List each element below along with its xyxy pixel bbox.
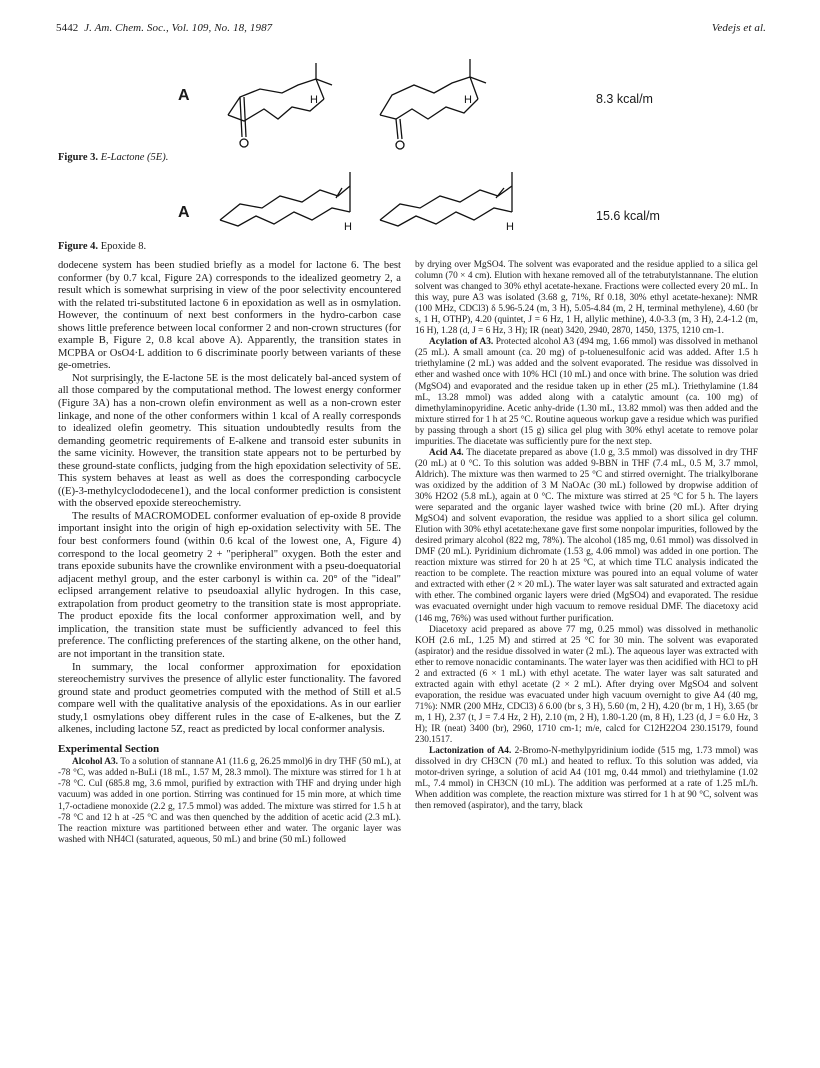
figure-4-conformer-right	[380, 172, 514, 233]
figure-4-structure	[210, 168, 530, 238]
figure-4-atom-h-1: H	[344, 221, 352, 233]
figure-3-structure	[220, 55, 520, 155]
figure-3-caption-prefix: Figure 3.	[58, 152, 99, 163]
right-paragraph-acylation	[415, 337, 758, 447]
paragraph-text: 2-Bromo-N-methylpyridinium iodide (515 mg, 1.73 mmol) was dissolved in dry CH3CN (70 mL) and heated to reflux. To this solution was added, via motor-driven syringe, a solution of acid A4 (101 mg, 0.44 mmol) and triethylamine (1.02 mL, 7.4 mmol) in CH3CN (10 mL). The addition was performed at a rate of 1.25 mL/h. When addition was complete, the reaction mixture was stirred for 1 h at 90 °C, solvent was then removed (aspirator), and the tarry, black	[415, 746, 758, 812]
figure-3-energy: 8.3 kcal/m	[596, 92, 653, 106]
right-paragraph-lactonization	[415, 746, 758, 812]
header-citation	[56, 22, 272, 34]
body-paragraph-4: In summary, the local conformer approximation for epoxidation stereochemistry survives the presence of allylic ester functionality. The favored ground state and product geometries computed with the method of Still et al.5 compare well with the qualitative analysis of the epoxidations. As in our earlier study,1 osmylations obey different rules in the case of E-alkenes, but the Z alkenes, including lactone 5Z, react as predicted by local conformer analysis.	[58, 661, 401, 736]
journal-name: J. Am. Chem. Soc.,	[84, 22, 169, 34]
figure-4-atom-h-2: H	[506, 221, 514, 233]
right-paragraph-acid-a4	[415, 448, 758, 625]
figure-3-conformer-left	[228, 63, 332, 147]
paragraph-text: To a solution of stannane A1 (11.6 g, 26.25 mmol)6 in dry THF (50 mL), at -78 °C, was added n-BuLi (18 mL, 1.57 M, 28.3 mmol). The mixture was stirred for 1 h at -78 °C. CuI (685.8 mg, 3.6 mmol, purified by extraction with THF and drying under high vacuum) was added in one portion. Stirring was continued for 15 min more, at which time 1,7-octadiene monoxide (2.2 g, 17.5 mmol) was added. The mixture was stirred for 1.5 h at -78 °C and 12 h at -25 °C and was then quenched by the addition of acetic acid (2.3 mL). The reaction mixture was partitioned between ether and water. The organic layer was washed with NH4Cl (saturated, aqueous, 50 mL) and brine (50 mL) followed	[58, 757, 401, 845]
run-in-title: Alcohol A3.	[72, 757, 118, 768]
run-in-title: Acid A4.	[429, 447, 464, 458]
right-column	[415, 260, 758, 812]
figure-4-caption	[58, 241, 146, 252]
left-column	[58, 260, 401, 846]
volume-issue: Vol. 109, No. 18, 1987	[171, 22, 273, 34]
figure-3-panel-label: A	[178, 87, 190, 104]
paragraph-text: The diacetate prepared as above (1.0 g, 3.5 mmol) was dissolved in dry THF (20 mL) at 0 °C. To this solution was added 9-BBN in THF (7.4 mL, 0.5 M, 3.7 mmol, Aldrich). The mixture was then warmed to 25 °C and stirred overnight. The trialkylborane was oxidized by the addition of 3 M NaOAc (30 mL) followed by dropwise addition of 30% H2O2 (5.8 mL), again at 0 °C. The mixture was stirred at 25 °C for 5 h. The layers were separated and the organic layer washed twice with brine (20 mL). After drying MgSO4) and solvent evaporation, the residue was applied to a short silica gel column. Elution with 30% ethyl acetate:hexane gave first some nonpolar impurities, followed by the desired primary alcohol (822 mg, 78%). The alcohol (185 mg, 0.61 mmol) was dissolved in DMF (20 mL). Pyridinium dichromate (1.53 g, 4.06 mmol) was added in one portion. The reaction mixture was stirred for 20 h at 25 °C, at which time TLC analysis indicated the reaction to be complete. The reaction mixture was poured into an equal volume of water and extracted with ether (2 × 20 mL). The water layer was salt saturated and extracted again with ether. The combined organic layers were dried (MgSO4) and evaporated. The residue was evacuated overnight under high vacuum to remove residual DMF. The diacetoxy acid (146 mg, 76%) was used without further purification.	[415, 447, 759, 624]
running-header	[56, 22, 766, 38]
right-paragraph-diacetoxy	[415, 625, 758, 747]
figure-4-caption-prefix: Figure 4.	[58, 241, 99, 252]
paragraph-text: by drying over MgSO4. The solvent was evaporated and the residue applied to a silica gel column (70 × 4 cm). Elution with hexane removed all of the tetrabutylstannane. The elution solvent was changed to 30% ethyl acetate-hexane. Fractions were collected every 20 mL. In this way, pure A3 was isolated (3.68 g, 71%, Rf 0.18, 30% ethyl acetate-hexane): NMR (100 MHz, CDCl3) δ 5.96-5.24 (m, 3 H), 5.05-4.84 (m, 2 H, terminal methylene), 4.60 (br s, 1 H, OTHP), 4.20 (quintet, J = 6 Hz, 1 H, allylic methine), 4.0-3.3 (m, 3 H), 2.4-1.2 (m, 16 H), 1.28 (d, J = 6 Hz, 3 H); IR (neat) 3420, 2940, 2870, 1450, 1375, 1210 cm-1.	[415, 260, 758, 337]
figure-4-panel-label: A	[178, 204, 190, 221]
run-in-title: Acylation of A3.	[429, 337, 494, 348]
page-number: 5442	[56, 22, 79, 34]
figure-4-conformer-left	[220, 172, 352, 233]
body-paragraph-1: dodecene system has been studied briefly as a model for lactone 6. The best conformer (by 0.7 kcal, Figure 2A) corresponds to the idealized geometry 2, a result which is somewhat surprising in view of the poor selectivity encountered with the related tri-substituted lactone 6 in epoxidation as well as in osmylation. However, the continuum of next best conformers in the hydro-carbon case shows little preference between local conformer 2 and non-crown structures (for example B, Figure 2, 0.8 kcal above A). Apparently, the transition states in MCPBA or OsO4·L addition to 6 discriminate poorly between variants of these ge-ometries.	[58, 260, 401, 372]
experimental-paragraph-alcohol-a3	[58, 757, 401, 845]
figure-4	[0, 168, 820, 238]
paragraph-text: Protected alcohol A3 (494 mg, 1.66 mmol) was dissolved in methanol (25 mL). A small amount (ca. 20 mg) of p-toluenesulfonic acid was added. After 1.5 h triethylamine (2 mL) was added and the solvent evaporated. The residue was dissolved in ether and washed once with 10% HCl (10 mL) and once with brine. The solution was dried (MgSO4) and evaporated and the residue taken up in ether (25 mL). Triethylamine (1.84 mL, 13.28 mmol) was added along with a catalytic amount (ca. 100 mg) of dimethylaminopyridine. Acetic anhy-dride (1.30 mL, 13.82 mmol) was then added and the mixture stirred for 1 h at 25 °C. Routine aqueous workup gave a residue which was purified by passing through a short (15 g) silica gel plug with 30% ethyl acetate to remove polar impurities. The diacetate was sufficiently pure for the next step.	[415, 337, 758, 447]
figure-3-conformer-right	[380, 59, 486, 149]
body-paragraph-3: The results of MACROMODEL conformer evaluation of ep-oxide 8 provide important insight into the origin of high ep-oxidation selectivity with 5E. The four best conformers found (within 0.6 kcal of the lowest one, A, Figure 4) correspond to the local geometry 2 + "peripheral" oxygen. Both the ester and trans epoxide subunits have the crownlike environment with a pseu-doequatorial adjacent methyl group, and the ester carbonyl is within ca. 20° of the "ideal" eclipsed arrangement relative to pseudoaxial allylic hydrogen. In this case, extrapolation from product geometry to the transition state is most appropriate. The product epoxide fits the local conformer approximation well, and by implication, the transition state must be sufficiently advanced to feel this preference. The conflicting preferences of the starting alkene, on the other hand, are not important in the transition state.	[58, 510, 401, 660]
header-authors: Vedejs et al.	[711, 22, 766, 34]
experimental-heading: Experimental Section	[58, 742, 160, 755]
figure-3-atom-h-1: H	[310, 94, 318, 106]
figure-3-atom-h-2: H	[464, 94, 472, 106]
figure-4-energy: 15.6 kcal/m	[596, 209, 660, 223]
body-paragraph-2: Not surprisingly, the E-lactone 5E is the most delicately bal-anced system of all those compared by the computational method. The lowest energy conformer (Figure 3A) has a non-crown olefin environment as well as a non-crown ester linkage, and none of the other conformers within 1 kcal of A really corresponds to idealized olefin geometry. This situation undoubtedly results from the demanding geometric requirements of E-alkene and transoid ester subunits in the same vicinity. However, the transition state appears not to be perturbed by these ground-state conflicts, judging from the high epoxidation selectivity of 5E. This system behaves at least as well as does the corresponding carbocycle ((E)-3-methylcyclododecene1), and the local conformer prediction is consistent with the observed epoxide stereochemistry.	[58, 372, 401, 510]
right-paragraph-1	[415, 260, 758, 337]
figure-4-caption-text: Epoxide 8.	[100, 241, 147, 252]
figure-3-caption-text: E-Lactone (5E).	[100, 152, 169, 163]
paragraph-text: Diacetoxy acid prepared as above 77 mg, 0.25 mmol) was dissolved in methanolic KOH (2.6 mL, 1.25 M) and stirred at 25 °C for 30 min. The solvent was evaporated (aspirator) and the residue dissolved in water (2 mL). The aqueous layer was extracted with ether to remove nonacidic contaminants. The water layer was then acidified with HCl to pH 2 and extracted (6 × 1 mL) with ethyl acetate. The water layer was salt saturated and extracted again with ethyl acetate (2 × 2 mL). After drying over MgSO4 and solvent evaporation, the residue was evacuated under high vacuum overnight to give A4 (40 mg, 71%): NMR (200 MHz, CDCl3) δ 6.00 (br s, 3 H), 5.60 (m, 2 H), 4.20 (br m, 1 H), 3.65 (br m, 1 H), 2.37 (t, J = 7.4 Hz, 2 H), 2.10 (m, 2 H), 1.80-1.20 (m, 8 H), 1.23 (d, J = 6.0 Hz, 3 H); IR (neat) 3400 (br), 2960, 1710 cm-1; m/e, calcd for C12H22O4 230.15179, found 230.1517.	[415, 624, 758, 746]
figure-3-caption	[58, 152, 168, 163]
run-in-title: Lactonization of A4.	[429, 746, 512, 757]
